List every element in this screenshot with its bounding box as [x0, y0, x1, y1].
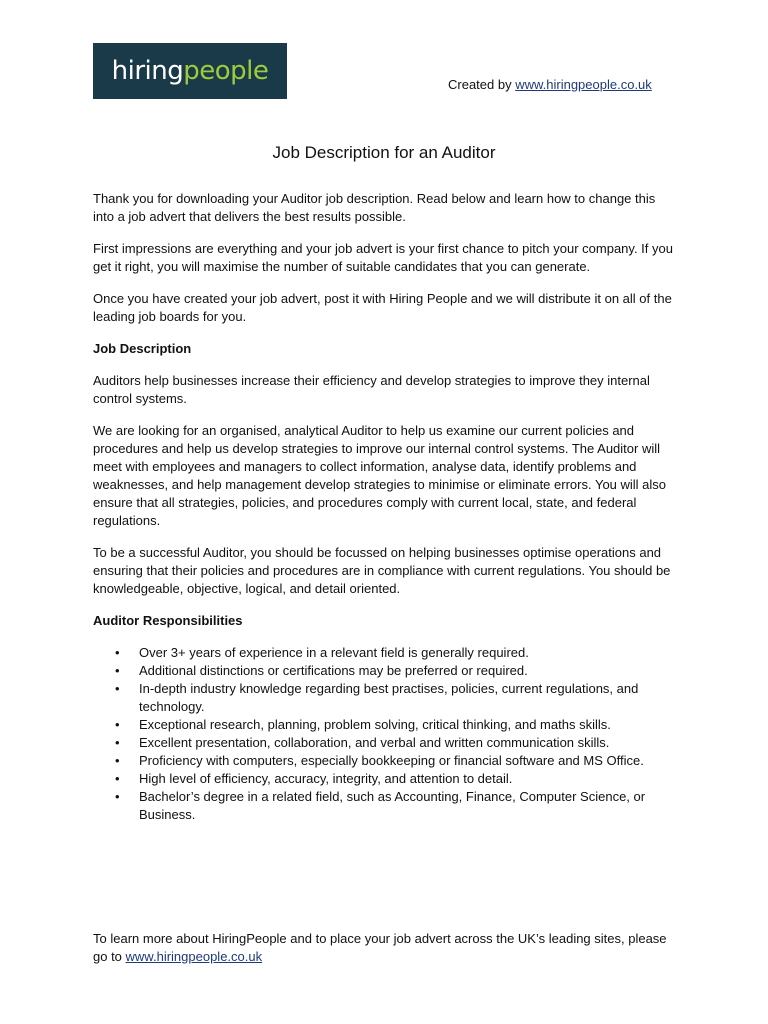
document-body: [93, 190, 678, 824]
list-item-text: Exceptional research, planning, problem solving, critical thinking, and maths skills.: [139, 717, 611, 732]
footer-message: To learn more about HiringPeople and to place your job advert across the UK’s leading sites, please go to: [93, 931, 667, 964]
job-description-paragraph-3: To be a successful Auditor, you should be focussed on helping businesses optimise operations and ensuring that their policies and procedures are in compliance with current regulations. You should be knowledgeable, objective, logical, and detail oriented.: [93, 545, 671, 596]
document-title: Job Description for an Auditor: [272, 143, 496, 162]
bullet-icon: •: [115, 753, 120, 768]
created-by-label: Created by: [448, 77, 516, 92]
intro-paragraph-3: Once you have created your job advert, post it with Hiring People and we will distribute it on all of the leading job boards for you.: [93, 291, 672, 324]
list-item: [93, 644, 678, 662]
list-item: [93, 680, 678, 716]
list-item: [93, 752, 678, 770]
bullet-icon: •: [115, 717, 120, 732]
job-description-paragraph-2: We are looking for an organised, analytical Auditor to help us examine our current policies and procedures and help us develop strategies to improve our internal control systems. The Auditor will meet with employees and managers to collect information, analyse data, identify problems and weaknesses, and help management develop strategies to minimise or eliminate errors. You will also ensure that all strategies, policies, and procedures comply with current local, state, and federal regulations.: [93, 423, 667, 528]
responsibilities-list: [93, 644, 678, 824]
logo-wordmark: [112, 58, 269, 84]
bullet-icon: •: [115, 771, 120, 786]
header-website-link[interactable]: www.hiringpeople.co.uk: [515, 77, 652, 92]
list-item: [93, 788, 678, 824]
responsibilities-heading: Auditor Responsibilities: [93, 613, 243, 628]
intro-paragraph-1: Thank you for downloading your Auditor job description. Read below and learn how to change this into a job advert that delivers the best results possible.: [93, 191, 656, 224]
bullet-icon: •: [115, 681, 120, 696]
intro-paragraph-2: First impressions are everything and your job advert is your first chance to pitch your company. If you get it right, you will maximise the number of suitable candidates that you can generate.: [93, 241, 673, 274]
list-item-text: Over 3+ years of experience in a relevant field is generally required.: [139, 645, 529, 660]
job-description-paragraph-1: Auditors help businesses increase their efficiency and develop strategies to improve they internal control systems.: [93, 373, 650, 406]
list-item: [93, 716, 678, 734]
footer-text: [93, 930, 678, 966]
list-item-text: Excellent presentation, collaboration, and verbal and written communication skills.: [139, 735, 610, 750]
logo-text-people: people: [183, 56, 269, 86]
bullet-icon: •: [115, 735, 120, 750]
footer-website-link[interactable]: www.hiringpeople.co.uk: [125, 949, 263, 964]
list-item-text: Proficiency with computers, especially bookkeeping or financial software and MS Office.: [139, 753, 644, 768]
list-item: [93, 734, 678, 752]
list-item-text: In-depth industry knowledge regarding best practises, policies, current regulations, and technology.: [139, 681, 639, 714]
list-item-text: Bachelor’s degree in a related field, such as Accounting, Finance, Computer Science, or Business.: [139, 789, 646, 822]
list-item-text: High level of efficiency, accuracy, integrity, and attention to detail.: [139, 771, 513, 786]
bullet-icon: •: [115, 663, 120, 678]
bullet-icon: •: [115, 645, 120, 660]
hiringpeople-logo: [93, 43, 287, 99]
list-item: [93, 662, 678, 680]
job-description-heading: Job Description: [93, 341, 192, 356]
created-by-line: [448, 77, 652, 92]
bullet-icon: •: [115, 789, 120, 804]
logo-text-hiring: hiring: [111, 56, 184, 86]
list-item-text: Additional distinctions or certifications may be preferred or required.: [139, 663, 528, 678]
list-item: [93, 770, 678, 788]
